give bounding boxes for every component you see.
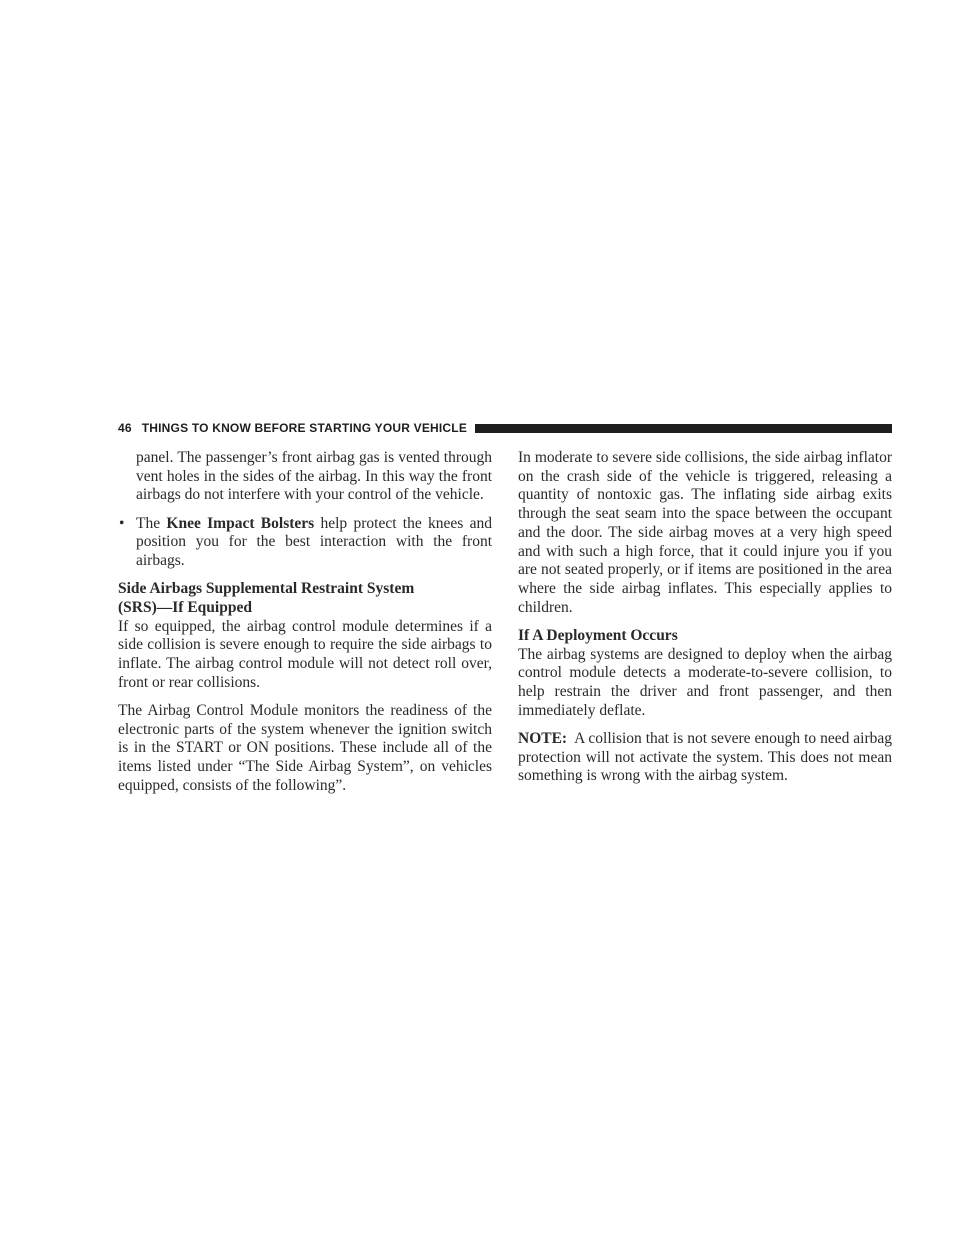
heading-deployment: If A Deployment Occurs	[518, 626, 678, 644]
side-collision-paragraph: In moderate to severe side collisions, the side airbag inflator on the crash side of the vehicle is triggered, releasing a quantity of nontoxic gas. The inflating side airbag exits through the seat seam into the space between the occupant and the door. The side airbag moves at a very high speed and with such a high force, that it could injure you if you are not seated properly, or if items are positioned in the area where the side airbag inflates. This especially applies to children.	[518, 449, 892, 616]
bullet-mark: •	[119, 514, 125, 532]
header-rule	[475, 424, 892, 433]
right-column	[518, 449, 896, 795]
deployment-paragraph: The airbag systems are designed to deploy when the airbag control module detects a moderate-to-severe collision, to help restrain the driver and front passenger, and then immediately deflate.	[518, 645, 892, 719]
side-airbag-paragraph: If so equipped, the airbag control module determines if a side collision is severe enough to require the side airbags to inflate. The airbag control module will not detect roll over, front or rear collisions.	[118, 617, 492, 691]
bullet-rest: help protect the knees and position you for the best interaction with the front airbags.	[136, 514, 493, 570]
note-text: A collision that is not severe enough to need airbag protection will not activate the system. This does not mean something is wrong with the airbag system.	[518, 729, 896, 785]
bullet-item-knee-bolsters	[118, 515, 492, 571]
page-number: 46	[118, 421, 132, 435]
continued-paragraph: panel. The passenger’s front airbag gas is vented through vent holes in the sides of the airbag. In this way the front airbags do not interfere with your control of the vehicle.	[136, 449, 492, 504]
section-title: THINGS TO KNOW BEFORE STARTING YOUR VEHICLE	[141, 421, 468, 435]
note-label: NOTE:	[518, 729, 568, 747]
page-header	[118, 419, 892, 437]
bullet-prefix: The	[136, 514, 167, 532]
heading-side-airbags-line2: (SRS)—If Equipped	[118, 598, 252, 616]
bullet-bold-term: Knee Impact Bolsters	[166, 514, 315, 532]
heading-side-airbags	[118, 580, 492, 617]
heading-side-airbags-line1: Side Airbags Supplemental Restraint System	[118, 580, 415, 598]
note-paragraph	[518, 729, 896, 786]
left-column	[118, 449, 492, 805]
control-module-paragraph: The Airbag Control Module monitors the readiness of the electronic parts of the system whenever the ignition switch is in the START or ON positions. These include all of the items listed under “The Side Airbag System”, on vehicles equipped, consists of the following”.	[118, 701, 492, 794]
